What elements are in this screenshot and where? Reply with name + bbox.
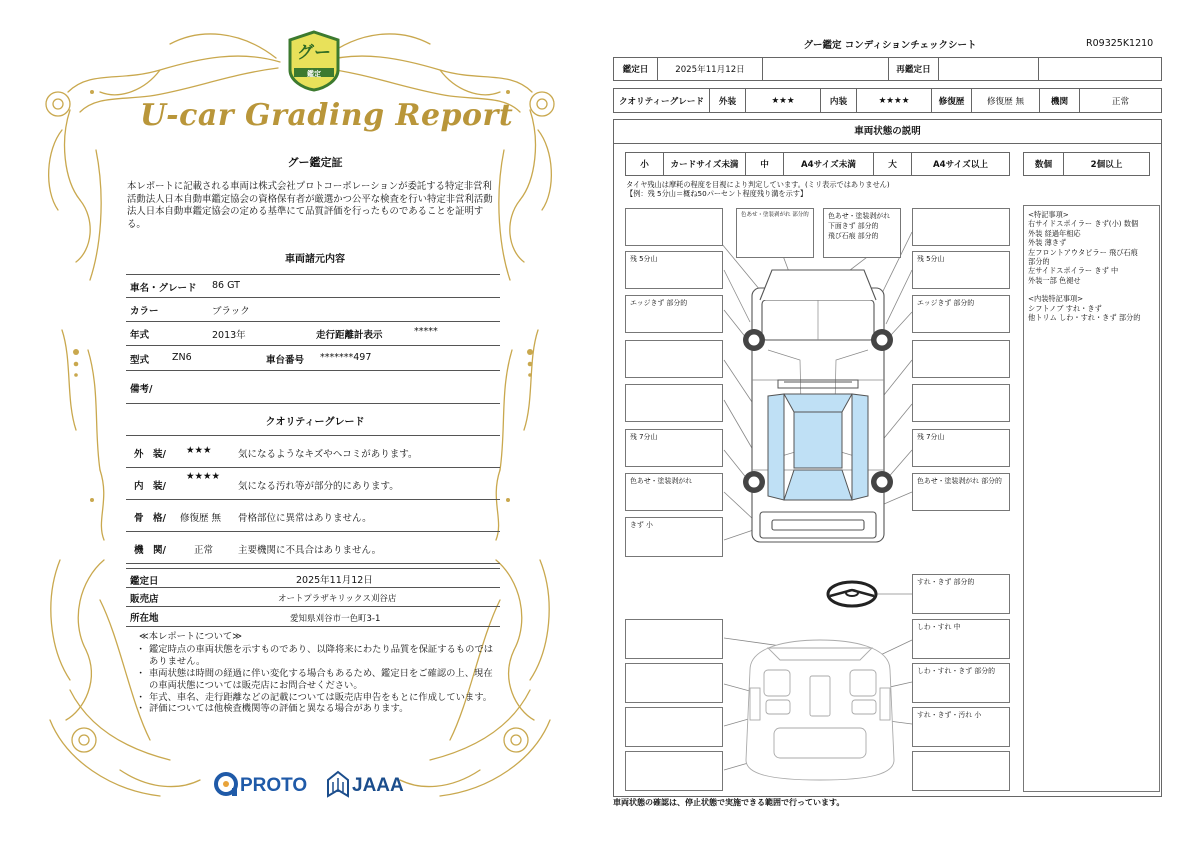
special-note-line: 部分的 bbox=[1028, 257, 1050, 267]
spec-row-year bbox=[126, 322, 500, 346]
panel-title: 車両状態の説明 bbox=[614, 120, 1161, 144]
notes-title: ≪本レポートについて≫ bbox=[139, 631, 242, 642]
ext-value: ★★★ bbox=[746, 89, 821, 113]
grade-interior-label: 内 装/ bbox=[134, 481, 166, 492]
spec-row-model bbox=[126, 346, 500, 371]
special-note-line: 左サイドスポイラー きず 中 bbox=[1028, 266, 1119, 276]
note-item: ・ 年式、車名、走行距離などの記載については販売店申告をもとに作成しています。 bbox=[139, 692, 499, 704]
special-note-line: 左フロントアウタピラー 飛び石痕 bbox=[1028, 247, 1138, 257]
size-small: 小 bbox=[626, 153, 664, 176]
jaaa-logo-text: JAAA bbox=[352, 775, 404, 796]
size-large: 大 bbox=[874, 153, 912, 176]
special-note-line: 外装一部 色褪せ bbox=[1028, 275, 1081, 285]
size-large-desc: A4サイズ以上 bbox=[912, 153, 1010, 176]
note-item: ・ 車両状態は時間の経過に伴い変化する場合もあるため、鑑定日をご確認の上、現在の車両状態については販売店にお問合せください。 bbox=[139, 668, 499, 692]
spec-row-remarks bbox=[126, 371, 500, 404]
report-script-title: U-car Grading Report bbox=[140, 98, 514, 133]
sheet-title: グー鑑定 コンディションチェックシート bbox=[803, 40, 977, 51]
spec-mileage-label: 走行距離計表示 bbox=[316, 330, 383, 341]
info-row-address bbox=[126, 607, 500, 627]
report-notes bbox=[139, 631, 499, 715]
interior-note-line: 他トリム しわ・すれ・きず 部分的 bbox=[1028, 313, 1141, 323]
label-fl-tyre: 残 5分山 bbox=[625, 251, 723, 289]
label-left-fade: 色あせ・塗装剥がれ bbox=[625, 473, 723, 511]
ext-label: 外装 bbox=[710, 89, 746, 113]
proto-logo-text: PROTO bbox=[240, 775, 308, 796]
certificate-heading: グー鑑定証 bbox=[287, 156, 343, 169]
info-row-shop bbox=[126, 588, 500, 607]
count-desc: 2個以上 bbox=[1064, 153, 1150, 176]
size-medium-desc: A4サイズ未満 bbox=[784, 153, 874, 176]
svg-text:グー: グー bbox=[297, 43, 331, 63]
note-item: ・ 評価については他検査機関等の評価と異なる場合があります。 bbox=[139, 703, 499, 715]
grade-exterior-stars: ★★★ bbox=[186, 445, 212, 456]
label-left-edge: エッジきず 部分的 bbox=[625, 295, 723, 333]
label-box-blank bbox=[625, 208, 723, 246]
label-box-blank bbox=[625, 619, 723, 659]
special-notes-box bbox=[1023, 205, 1160, 792]
int-value: ★★★★ bbox=[857, 89, 932, 113]
label-right-edge: エッジきず 部分的 bbox=[912, 295, 1010, 333]
label-interior-1: しわ・すれ 中 bbox=[912, 619, 1010, 659]
grade-row-interior bbox=[126, 468, 500, 500]
rep-label: 修復歴 bbox=[932, 89, 972, 113]
grade-engine-label: 機 関/ bbox=[134, 545, 166, 556]
certificate-intro: 本レポートに記載される車両は株式会社プロトコーポレーションが委託する特定非営利活動法人日本自動車鑑定協会の資格保有者が厳選かつ公平な検査を行い特定非営利活動法人日本自動車鑑定協会の定める基準にて品質評価を行ったものであることを証明する。 bbox=[127, 181, 493, 230]
tyre-note-line-1: タイヤ残山は摩耗の程度を目視により判定しています。(ミリ表示ではありません) bbox=[626, 180, 890, 189]
label-top-right-2: 下面きず 部分的 bbox=[828, 222, 879, 230]
label-right-fade: 色あせ・塗装剥がれ 部分的 bbox=[912, 473, 1010, 511]
date-value: 2025年11月12日 bbox=[658, 58, 763, 81]
label-rl-tyre: 残 7分山 bbox=[625, 429, 723, 467]
label-top-right-3: 飛び石痕 部分的 bbox=[828, 232, 879, 240]
grade-interior-desc: 気になる汚れ等が部分的にあります。 bbox=[238, 481, 399, 492]
label-top-right-1: 色あせ・塗装剥がれ bbox=[828, 212, 891, 220]
grade-frame-desc: 骨格部位に異常はありません。 bbox=[238, 513, 372, 524]
grade-row-engine bbox=[126, 532, 500, 564]
specs-section-title: 車両諸元内容 bbox=[285, 254, 345, 265]
date-label: 鑑定日 bbox=[614, 58, 658, 81]
count-label: 数個 bbox=[1024, 153, 1064, 176]
label-rr-tyre: 残 7分山 bbox=[912, 429, 1010, 467]
interior-note-line: シフトノブ すれ・きず bbox=[1028, 303, 1102, 313]
grade-frame-value: 修復歴 無 bbox=[180, 513, 222, 524]
special-note-line: 外装 経過年相応 bbox=[1028, 228, 1081, 238]
goo-kantei-badge-icon bbox=[286, 30, 342, 92]
size-medium: 中 bbox=[746, 153, 784, 176]
label-box-blank bbox=[912, 208, 1010, 246]
int-label: 内装 bbox=[821, 89, 857, 113]
eng-value: 正常 bbox=[1080, 89, 1162, 113]
label-fr-tyre: 残 5分山 bbox=[912, 251, 1010, 289]
label-box-blank bbox=[625, 384, 723, 422]
spec-chassis-value: *******497 bbox=[320, 352, 372, 363]
label-top-mid: 色あせ・塗装剥がれ 部分的 bbox=[736, 208, 814, 258]
info-address-label: 所在地 bbox=[130, 613, 159, 624]
jaaa-logo-icon bbox=[326, 770, 350, 800]
label-box-blank bbox=[625, 340, 723, 378]
special-note-line: 外装 薄きず bbox=[1028, 238, 1067, 248]
info-shop-label: 販売店 bbox=[130, 594, 159, 605]
label-box-blank bbox=[912, 384, 1010, 422]
spec-row-color bbox=[126, 298, 500, 322]
spec-color-label: カラー bbox=[130, 306, 159, 317]
spec-year-value: 2013年 bbox=[212, 330, 246, 341]
svg-text:鑑定: 鑑定 bbox=[307, 70, 321, 78]
grade-title-row bbox=[126, 404, 500, 436]
interior-notes-title: <内装特記事項> bbox=[1028, 294, 1084, 304]
sheet-code: R09325K1210 bbox=[1086, 38, 1154, 49]
info-row-date bbox=[126, 568, 500, 588]
spec-color-value: ブラック bbox=[212, 306, 250, 317]
label-box-blank bbox=[625, 663, 723, 703]
tyre-note-line-2: 【例：残 5分山＝概ね50パーセント程度残り溝を示す】 bbox=[626, 189, 808, 199]
sheet-footnote: 車両状態の確認は、停止状態で実施できる範囲で行っています。 bbox=[613, 798, 845, 807]
footer-logos bbox=[214, 768, 414, 802]
grade-engine-desc: 主要機関に不具合はありません。 bbox=[238, 545, 382, 556]
info-date-value: 2025年11月12日 bbox=[296, 575, 373, 586]
label-left-scratch: きず 小 bbox=[625, 517, 723, 557]
spec-name-value: 86 GT bbox=[212, 280, 240, 291]
quality-label: クオリティーグレード bbox=[614, 89, 710, 113]
grade-engine-value: 正常 bbox=[194, 545, 214, 556]
info-date-label: 鑑定日 bbox=[130, 576, 159, 587]
grade-exterior-desc: 気になるようなキズやヘコミがあります。 bbox=[238, 449, 418, 460]
spec-name-label: 車名・グレード bbox=[130, 283, 197, 294]
spec-model-value: ZN6 bbox=[172, 352, 192, 363]
spec-year-label: 年式 bbox=[130, 330, 150, 341]
grade-section-title: クオリティーグレード bbox=[265, 417, 365, 428]
label-box-blank bbox=[912, 751, 1010, 791]
label-top-right bbox=[823, 208, 901, 258]
label-interior-2: しわ・すれ・きず 部分的 bbox=[912, 663, 1010, 703]
rep-value: 修復歴 無 bbox=[972, 89, 1040, 113]
spec-model-label: 型式 bbox=[130, 355, 150, 366]
proto-logo-icon bbox=[214, 772, 240, 798]
info-address-value: 愛知県刈谷市一色町3-1 bbox=[290, 614, 381, 624]
grade-exterior-label: 外 装/ bbox=[134, 449, 166, 460]
grade-frame-label: 骨 格/ bbox=[134, 513, 166, 524]
label-steering: すれ・きず 部分的 bbox=[912, 574, 1010, 614]
special-note-line: 右サイドスポイラー きず(小) 数個 bbox=[1028, 219, 1139, 229]
grade-row-frame bbox=[126, 500, 500, 532]
spec-chassis-label: 車台番号 bbox=[266, 355, 305, 366]
label-box-blank bbox=[625, 751, 723, 791]
label-box-blank bbox=[625, 707, 723, 747]
spec-row-name bbox=[126, 274, 500, 298]
grade-interior-stars: ★★★★ bbox=[186, 471, 221, 482]
special-notes-title: <特記事項> bbox=[1028, 210, 1069, 219]
redate-label: 再鑑定日 bbox=[889, 58, 939, 81]
grade-row-exterior bbox=[126, 436, 500, 468]
label-box-blank bbox=[912, 340, 1010, 378]
spec-mileage-value: ***** bbox=[414, 326, 438, 337]
eng-label: 機関 bbox=[1040, 89, 1080, 113]
condition-check-sheet bbox=[600, 0, 1200, 848]
spec-remarks-label: 備考/ bbox=[130, 384, 153, 395]
info-shop-value: オートプラザキリックス刈谷店 bbox=[278, 594, 397, 604]
note-item: ・ 鑑定時点の車両状態を示すものであり、以降将来にわたり品質を保証するものではありません。 bbox=[139, 644, 499, 668]
label-interior-3: すれ・きず・汚れ 小 bbox=[912, 707, 1010, 747]
size-small-desc: カードサイズ未満 bbox=[664, 153, 746, 176]
